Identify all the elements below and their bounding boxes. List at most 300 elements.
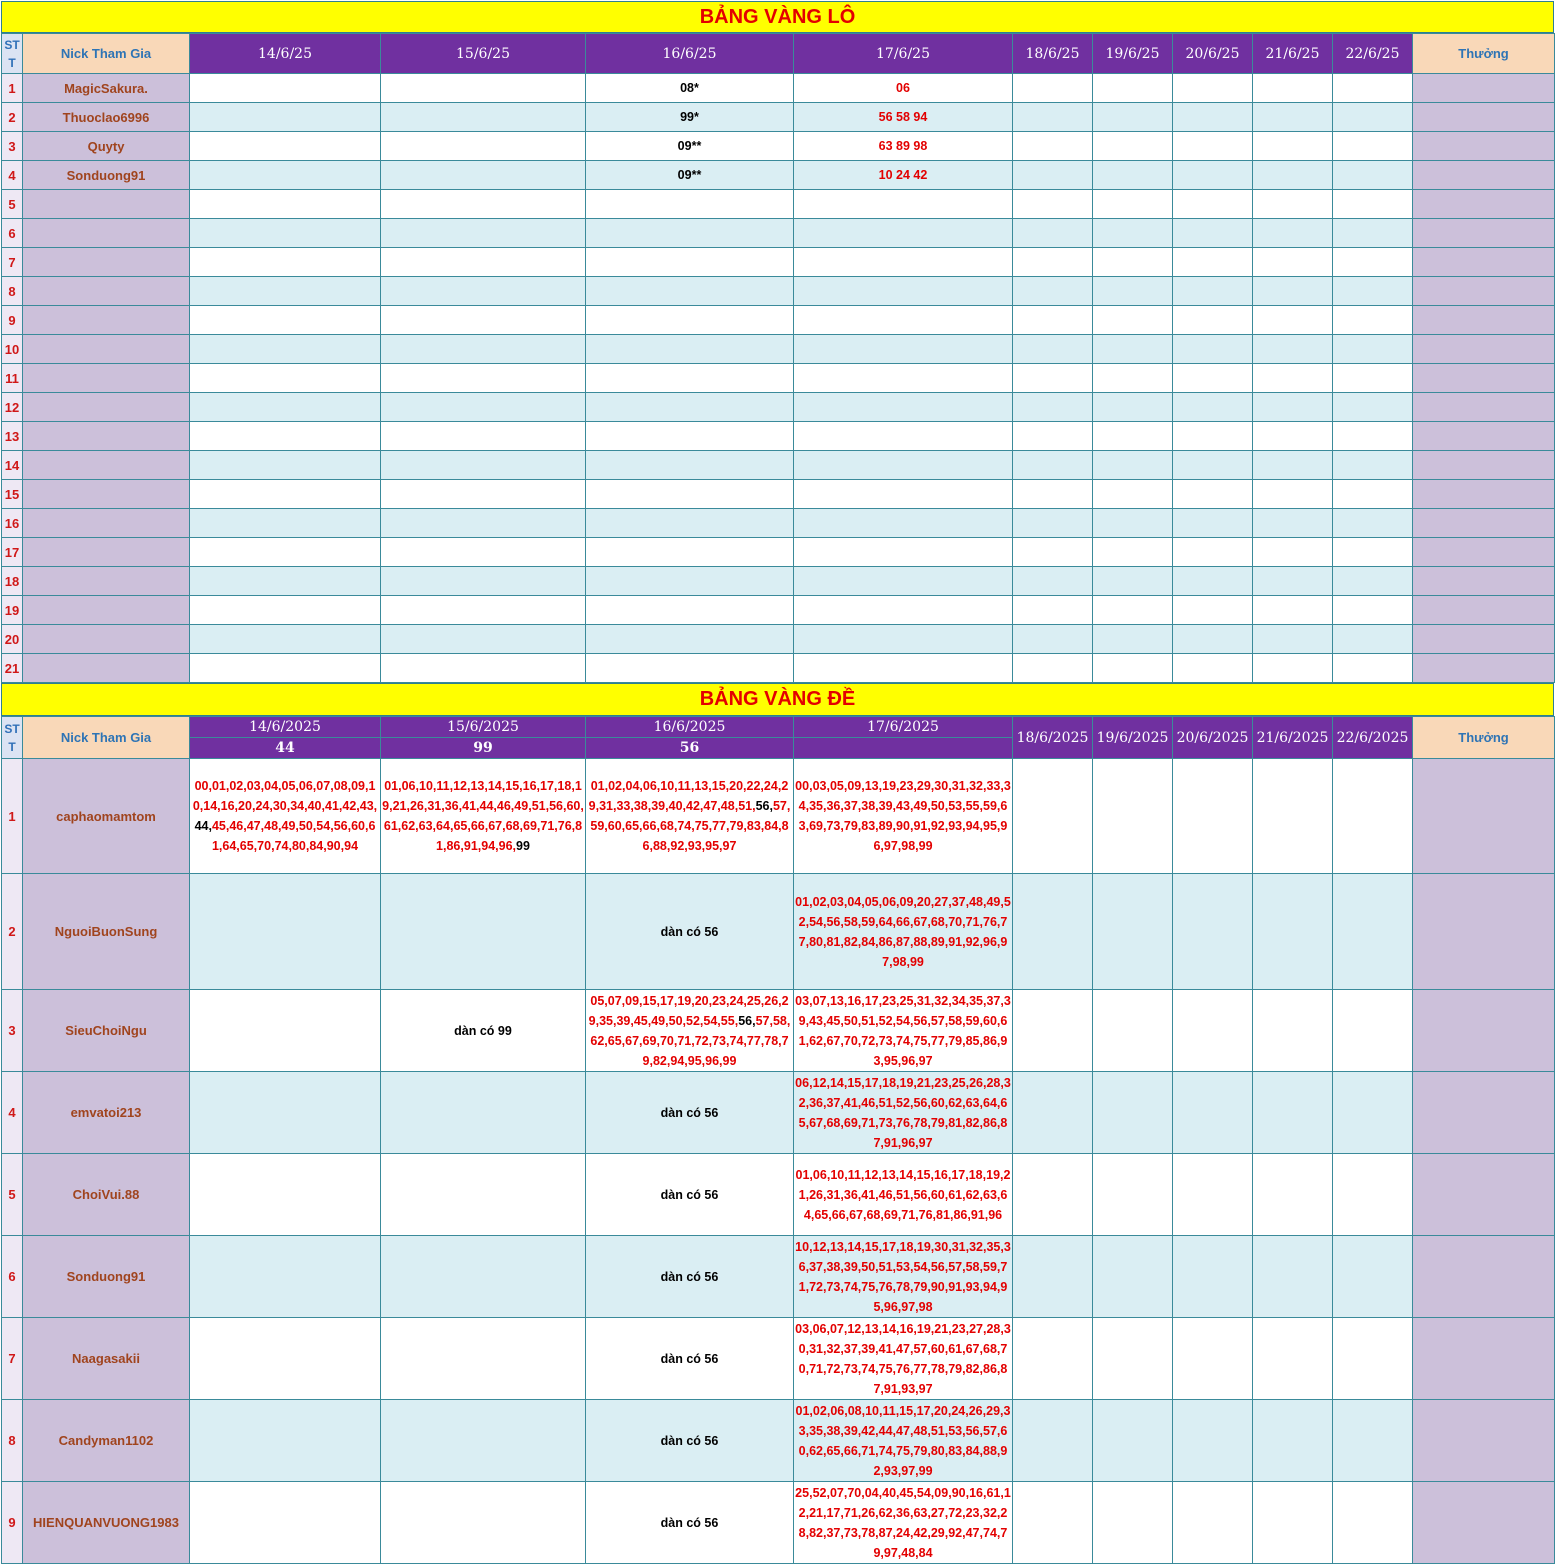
pick-cell[interactable]: [1333, 759, 1413, 874]
pick-cell[interactable]: [1253, 509, 1333, 538]
pick-cell[interactable]: [794, 509, 1013, 538]
pick-cell[interactable]: [1013, 364, 1093, 393]
pick-cell[interactable]: [1013, 190, 1093, 219]
number: 11,: [436, 779, 454, 793]
pick-cell[interactable]: [1253, 103, 1333, 132]
pick-cell[interactable]: [1333, 190, 1413, 219]
pick-cell[interactable]: [1173, 538, 1253, 567]
pick-cell[interactable]: [1013, 451, 1093, 480]
pick-cell[interactable]: [381, 277, 586, 306]
pick-cell[interactable]: [1173, 74, 1253, 103]
pick-cell[interactable]: [381, 1400, 586, 1482]
pick-cell[interactable]: [1253, 277, 1333, 306]
pick-cell[interactable]: [1333, 74, 1413, 103]
pick-cell[interactable]: [1093, 874, 1173, 990]
pick-cell[interactable]: [1333, 219, 1413, 248]
number: 73,: [843, 1525, 862, 1540]
pick-cell[interactable]: [1093, 306, 1173, 335]
pick-cell[interactable]: [190, 625, 381, 654]
pick-cell[interactable]: [1093, 1072, 1173, 1154]
pick-cell[interactable]: [1093, 393, 1173, 422]
pick-cell[interactable]: [190, 567, 381, 596]
number-list-cell[interactable]: [794, 1482, 1013, 1564]
de-result-cell: [794, 738, 1013, 759]
number-list-cell[interactable]: [586, 990, 794, 1072]
pick-cell[interactable]: [381, 422, 586, 451]
number: 21,: [809, 1505, 827, 1520]
pick-cell[interactable]: [1093, 335, 1173, 364]
pick-cell[interactable]: [586, 509, 794, 538]
pick-cell[interactable]: [1013, 393, 1093, 422]
pick-cell[interactable]: [1333, 596, 1413, 625]
pick-cell[interactable]: [1173, 874, 1253, 990]
pick-cell[interactable]: [794, 567, 1013, 596]
pick-cell[interactable]: [794, 451, 1013, 480]
number-list-cell[interactable]: [381, 759, 586, 874]
pick-cell[interactable]: [794, 422, 1013, 451]
pick-cell[interactable]: [1013, 1154, 1093, 1236]
pick-cell[interactable]: [190, 161, 381, 190]
number: 44,: [878, 1423, 897, 1438]
pick-cell[interactable]: [1013, 422, 1093, 451]
number: 96,: [873, 819, 1008, 853]
pick-cell[interactable]: [1013, 1318, 1093, 1400]
pick-cell[interactable]: [190, 538, 381, 567]
pick-cell[interactable]: [1093, 509, 1173, 538]
pick-cell[interactable]: [794, 625, 1013, 654]
pick-cell[interactable]: [190, 277, 381, 306]
pick-cell[interactable]: [1093, 1318, 1173, 1400]
number: 42,: [342, 799, 360, 813]
pick-cell[interactable]: [1013, 654, 1093, 683]
pick-cell[interactable]: [381, 1072, 586, 1154]
number-list-cell[interactable]: [794, 874, 1013, 990]
pick-cell[interactable]: [1093, 625, 1173, 654]
pick-cell[interactable]: [1253, 364, 1333, 393]
pick-cell[interactable]: [1333, 538, 1413, 567]
number: 35,: [809, 799, 827, 813]
pick-cell[interactable]: [1093, 74, 1173, 103]
pick-cell[interactable]: [1013, 596, 1093, 625]
pick-cell[interactable]: 09**: [586, 132, 794, 161]
number: 73,: [843, 1361, 862, 1376]
number-list-cell[interactable]: [794, 1318, 1013, 1400]
pick-cell[interactable]: [1093, 161, 1173, 190]
pick-cell[interactable]: [1253, 874, 1333, 990]
pick-cell[interactable]: [1013, 1072, 1093, 1154]
pick-cell[interactable]: [190, 364, 381, 393]
pick-cell[interactable]: dàn có 56: [586, 1072, 794, 1154]
pick-cell[interactable]: dàn có 99: [381, 990, 586, 1072]
pick-cell[interactable]: [586, 364, 794, 393]
pick-cell[interactable]: [381, 393, 586, 422]
pick-cell[interactable]: [190, 654, 381, 683]
pick-cell[interactable]: [381, 1482, 586, 1564]
pick-cell[interactable]: [190, 1154, 381, 1236]
number-list-cell[interactable]: [794, 1072, 1013, 1154]
pick-cell[interactable]: [1013, 74, 1093, 103]
pick-cell[interactable]: [1253, 219, 1333, 248]
pick-cell[interactable]: [1173, 306, 1253, 335]
pick-cell[interactable]: [1253, 1154, 1333, 1236]
pick-cell[interactable]: [1253, 1236, 1333, 1318]
pick-cell[interactable]: [1173, 1482, 1253, 1564]
pick-cell[interactable]: [381, 132, 586, 161]
pick-cell[interactable]: [381, 248, 586, 277]
pick-cell[interactable]: [1333, 654, 1413, 683]
pick-cell[interactable]: [1253, 990, 1333, 1072]
pick-cell[interactable]: [794, 190, 1013, 219]
pick-cell[interactable]: [1173, 567, 1253, 596]
pick-cell[interactable]: [1093, 422, 1173, 451]
pick-cell[interactable]: [586, 219, 794, 248]
pick-cell[interactable]: [1013, 759, 1093, 874]
pick-cell[interactable]: [794, 480, 1013, 509]
prize-cell: [1413, 1236, 1555, 1318]
pick-cell[interactable]: [381, 538, 586, 567]
pick-cell[interactable]: [190, 480, 381, 509]
pick-cell[interactable]: [794, 596, 1013, 625]
pick-cell[interactable]: [1333, 480, 1413, 509]
pick-cell[interactable]: [381, 654, 586, 683]
pick-cell[interactable]: [381, 306, 586, 335]
table-row: [2, 596, 1555, 625]
number-list-cell[interactable]: [794, 1236, 1013, 1318]
pick-cell[interactable]: dàn có 56: [586, 1236, 794, 1318]
pick-cell[interactable]: [1333, 103, 1413, 132]
pick-cell[interactable]: dàn có 56: [586, 1318, 794, 1400]
pick-cell[interactable]: [1093, 132, 1173, 161]
pick-cell[interactable]: [1013, 132, 1093, 161]
pick-cell[interactable]: [1173, 480, 1253, 509]
number: 21,: [916, 1075, 935, 1090]
pick-cell[interactable]: 08*: [586, 74, 794, 103]
pick-cell[interactable]: [1173, 190, 1253, 219]
pick-cell[interactable]: [190, 1072, 381, 1154]
pick-cell[interactable]: [1333, 1154, 1413, 1236]
pick-cell[interactable]: [1333, 451, 1413, 480]
pick-cell[interactable]: 99*: [586, 103, 794, 132]
pick-cell[interactable]: [586, 654, 794, 683]
pick-cell[interactable]: [381, 335, 586, 364]
pick-cell[interactable]: [190, 1482, 381, 1564]
pick-cell[interactable]: [1333, 1482, 1413, 1564]
pick-cell[interactable]: [1013, 1400, 1093, 1482]
pick-cell[interactable]: [1013, 219, 1093, 248]
pick-cell[interactable]: [1333, 306, 1413, 335]
pick-cell[interactable]: [381, 567, 586, 596]
pick-cell[interactable]: [1093, 1482, 1173, 1564]
pick-cell[interactable]: [1173, 654, 1253, 683]
pick-cell[interactable]: [1333, 1236, 1413, 1318]
number: 48,: [720, 799, 739, 813]
pick-cell[interactable]: [1173, 248, 1253, 277]
pick-cell[interactable]: [1093, 596, 1173, 625]
pick-cell[interactable]: [1013, 509, 1093, 538]
pick-cell[interactable]: [190, 422, 381, 451]
pick-cell[interactable]: [1013, 990, 1093, 1072]
pick-cell[interactable]: [586, 393, 794, 422]
pick-cell[interactable]: [1013, 161, 1093, 190]
pick-cell[interactable]: [381, 509, 586, 538]
pick-cell[interactable]: [1173, 364, 1253, 393]
pick-cell[interactable]: [1173, 103, 1253, 132]
pick-cell[interactable]: [190, 596, 381, 625]
pick-cell[interactable]: dàn có 56: [586, 874, 794, 990]
pick-cell[interactable]: [1093, 248, 1173, 277]
pick-cell[interactable]: [794, 335, 1013, 364]
pick-cell[interactable]: [1093, 1400, 1173, 1482]
pick-cell[interactable]: [381, 1154, 586, 1236]
pick-cell[interactable]: [1013, 625, 1093, 654]
pick-cell[interactable]: [1333, 335, 1413, 364]
pick-cell[interactable]: [1013, 103, 1093, 132]
pick-cell[interactable]: [1173, 161, 1253, 190]
pick-cell[interactable]: [1093, 219, 1173, 248]
pick-cell[interactable]: [1253, 161, 1333, 190]
pick-cell[interactable]: 09**: [586, 161, 794, 190]
pick-cell[interactable]: [381, 74, 586, 103]
number: 62,: [965, 1187, 983, 1202]
pick-cell[interactable]: [190, 509, 381, 538]
pick-cell[interactable]: [381, 625, 586, 654]
pick-cell[interactable]: [1253, 422, 1333, 451]
pick-cell[interactable]: [190, 190, 381, 219]
pick-cell[interactable]: [1253, 654, 1333, 683]
pick-cell[interactable]: [190, 132, 381, 161]
pick-cell[interactable]: [586, 306, 794, 335]
pick-cell[interactable]: [1253, 132, 1333, 161]
pick-cell[interactable]: [1173, 277, 1253, 306]
pick-cell[interactable]: [1013, 335, 1093, 364]
pick-cell[interactable]: [794, 393, 1013, 422]
pick-cell[interactable]: [586, 596, 794, 625]
pick-cell[interactable]: [1093, 190, 1173, 219]
pick-cell[interactable]: [381, 451, 586, 480]
pick-cell[interactable]: dàn có 56: [586, 1154, 794, 1236]
pick-cell[interactable]: [1173, 1072, 1253, 1154]
pick-cell[interactable]: [190, 874, 381, 990]
pick-cell[interactable]: [1253, 625, 1333, 654]
pick-cell[interactable]: [381, 480, 586, 509]
pick-cell[interactable]: [190, 393, 381, 422]
pick-cell[interactable]: [1173, 132, 1253, 161]
pick-cell[interactable]: [794, 538, 1013, 567]
pick-cell[interactable]: [586, 625, 794, 654]
pick-cell[interactable]: [1013, 538, 1093, 567]
pick-cell[interactable]: [190, 248, 381, 277]
pick-cell[interactable]: [190, 990, 381, 1072]
pick-cell[interactable]: [381, 219, 586, 248]
number: 26,: [969, 1075, 987, 1090]
pick-cell[interactable]: [190, 219, 381, 248]
pick-cell[interactable]: [1253, 1072, 1333, 1154]
pick-cell[interactable]: [1173, 1154, 1253, 1236]
pick-cell[interactable]: [794, 364, 1013, 393]
pick-cell[interactable]: [190, 451, 381, 480]
pick-cell[interactable]: [1093, 990, 1173, 1072]
pick-cell[interactable]: [1173, 219, 1253, 248]
pick-cell[interactable]: [1333, 364, 1413, 393]
pick-cell[interactable]: [1333, 1318, 1413, 1400]
pick-cell[interactable]: [1013, 1236, 1093, 1318]
pick-cell[interactable]: [794, 654, 1013, 683]
pick-cell[interactable]: [1253, 1400, 1333, 1482]
number: 17,: [916, 1403, 934, 1418]
number-list-cell[interactable]: [794, 990, 1013, 1072]
pick-cell[interactable]: [794, 219, 1013, 248]
pick-cell[interactable]: [1093, 567, 1173, 596]
pick-cell[interactable]: [190, 103, 381, 132]
pick-cell[interactable]: [381, 596, 586, 625]
pick-cell[interactable]: [1333, 277, 1413, 306]
number: 41,: [861, 1187, 879, 1202]
pick-cell[interactable]: [1093, 654, 1173, 683]
pick-cell[interactable]: [1013, 480, 1093, 509]
number-list-cell[interactable]: [794, 759, 1013, 874]
pick-cell[interactable]: [1253, 451, 1333, 480]
pick-cell[interactable]: [1173, 1400, 1253, 1482]
pick-cell[interactable]: [586, 335, 794, 364]
pick-cell[interactable]: [1173, 509, 1253, 538]
pick-cell[interactable]: [1173, 422, 1253, 451]
pick-cell[interactable]: [1253, 248, 1333, 277]
pick-cell[interactable]: [794, 277, 1013, 306]
pick-cell[interactable]: [190, 1236, 381, 1318]
pick-cell[interactable]: [1253, 306, 1333, 335]
pick-cell[interactable]: [794, 248, 1013, 277]
pick-cell[interactable]: [586, 422, 794, 451]
pick-cell[interactable]: [1333, 393, 1413, 422]
pick-cell[interactable]: [1093, 277, 1173, 306]
pick-cell[interactable]: [1093, 480, 1173, 509]
pick-cell[interactable]: [1253, 538, 1333, 567]
pick-cell[interactable]: [1013, 567, 1093, 596]
pick-cell[interactable]: [381, 161, 586, 190]
number-list-cell[interactable]: [794, 1154, 1013, 1236]
pick-cell[interactable]: [1333, 874, 1413, 990]
pick-cell[interactable]: [1253, 567, 1333, 596]
pick-cell[interactable]: [586, 277, 794, 306]
pick-cell[interactable]: [1253, 393, 1333, 422]
number: 03,: [829, 894, 848, 909]
pick-cell[interactable]: [381, 1318, 586, 1400]
pick-cell[interactable]: dàn có 56: [586, 1482, 794, 1564]
pick-cell[interactable]: [1333, 509, 1413, 538]
pick-cell[interactable]: [190, 1318, 381, 1400]
pick-cell[interactable]: [1333, 1072, 1413, 1154]
pick-cell[interactable]: [1013, 277, 1093, 306]
number-list-cell[interactable]: [794, 1400, 1013, 1482]
pick-cell[interactable]: [1173, 451, 1253, 480]
number: 68,: [930, 914, 949, 929]
pick-cell[interactable]: [1093, 538, 1173, 567]
number: 71,: [809, 1361, 827, 1376]
pick-cell[interactable]: [1093, 1236, 1173, 1318]
pick-cell[interactable]: [1173, 393, 1253, 422]
pick-cell[interactable]: [586, 190, 794, 219]
pick-cell[interactable]: [586, 451, 794, 480]
pick-cell[interactable]: [1013, 1482, 1093, 1564]
pick-cell[interactable]: dàn có 56: [586, 1400, 794, 1482]
pick-cell[interactable]: [1093, 759, 1173, 874]
pick-cell[interactable]: [1333, 422, 1413, 451]
pick-cell[interactable]: 63 89 98: [794, 132, 1013, 161]
number: 74,: [729, 1033, 747, 1048]
number: 33,: [986, 779, 1004, 793]
number: 29,: [986, 1403, 1004, 1418]
pick-cell[interactable]: [586, 480, 794, 509]
number: 47,: [896, 1423, 914, 1438]
pick-cell[interactable]: [1333, 248, 1413, 277]
number: 63,: [798, 799, 1008, 833]
number-list-cell[interactable]: [190, 759, 381, 874]
pick-cell[interactable]: 06: [794, 74, 1013, 103]
pick-cell[interactable]: [381, 190, 586, 219]
pick-cell[interactable]: [794, 306, 1013, 335]
pick-cell[interactable]: [1173, 1318, 1253, 1400]
pick-cell[interactable]: [1093, 364, 1173, 393]
pick-cell[interactable]: [1253, 759, 1333, 874]
pick-cell[interactable]: [1333, 1400, 1413, 1482]
number: 29,: [930, 1525, 949, 1540]
pick-cell[interactable]: [1253, 74, 1333, 103]
pick-cell[interactable]: [1253, 1318, 1333, 1400]
pick-cell[interactable]: [1253, 596, 1333, 625]
pick-cell[interactable]: [1253, 480, 1333, 509]
pick-cell[interactable]: [1093, 1154, 1173, 1236]
pick-cell[interactable]: [1013, 306, 1093, 335]
pick-cell[interactable]: [381, 103, 586, 132]
number: 43,: [809, 1013, 827, 1028]
pick-cell[interactable]: [381, 1236, 586, 1318]
pick-cell[interactable]: [1173, 596, 1253, 625]
pick-cell[interactable]: [1333, 625, 1413, 654]
pick-cell[interactable]: [1333, 132, 1413, 161]
pick-cell[interactable]: 56 58 94: [794, 103, 1013, 132]
pick-cell[interactable]: [190, 306, 381, 335]
pick-cell[interactable]: [586, 248, 794, 277]
pick-cell[interactable]: [1173, 759, 1253, 874]
pick-cell[interactable]: [1173, 335, 1253, 364]
pick-cell[interactable]: [1253, 335, 1333, 364]
pick-cell[interactable]: [190, 335, 381, 364]
lo-date-header: 16/6/25: [586, 34, 794, 74]
number: 71,: [901, 1207, 919, 1222]
pick-cell[interactable]: [1093, 103, 1173, 132]
pick-cell[interactable]: [1333, 990, 1413, 1072]
pick-cell[interactable]: [1173, 1236, 1253, 1318]
number: 17,: [882, 1239, 900, 1254]
pick-cell[interactable]: [1093, 451, 1173, 480]
pick-cell[interactable]: [1013, 874, 1093, 990]
pick-cell[interactable]: [1013, 248, 1093, 277]
pick-cell[interactable]: [1253, 1482, 1333, 1564]
pick-cell[interactable]: [1253, 190, 1333, 219]
pick-cell[interactable]: [381, 874, 586, 990]
pick-cell[interactable]: 10 24 42: [794, 161, 1013, 190]
pick-cell[interactable]: [1333, 161, 1413, 190]
pick-cell[interactable]: [586, 567, 794, 596]
pick-cell[interactable]: [1333, 567, 1413, 596]
pick-cell[interactable]: [190, 1400, 381, 1482]
pick-cell[interactable]: [1173, 625, 1253, 654]
pick-cell[interactable]: [586, 538, 794, 567]
pick-cell[interactable]: [1173, 990, 1253, 1072]
pick-cell[interactable]: [381, 364, 586, 393]
pick-cell[interactable]: [190, 74, 381, 103]
number-list-cell[interactable]: [586, 759, 794, 874]
